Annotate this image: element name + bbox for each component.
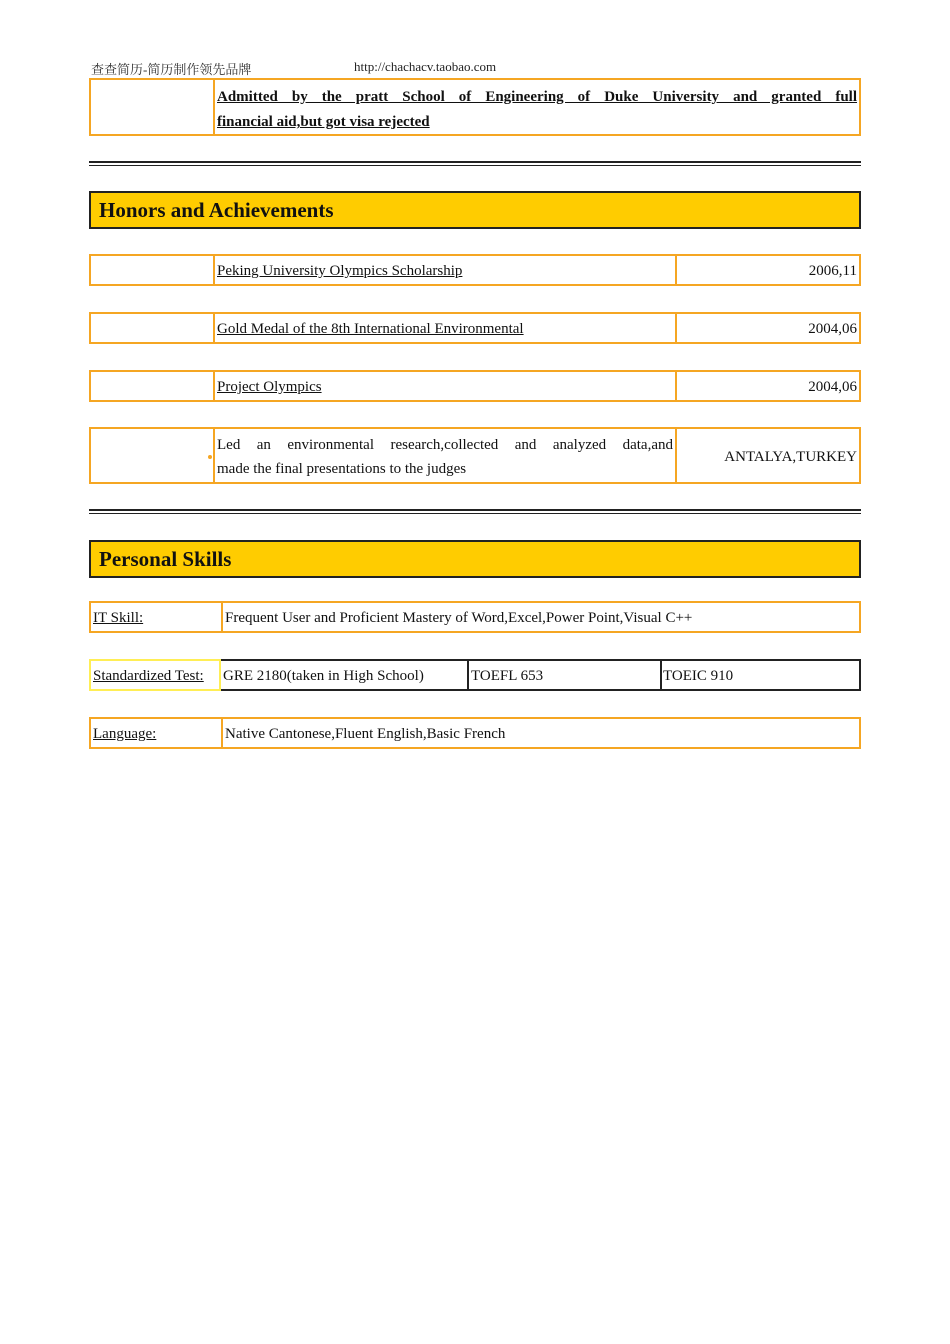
- honor-date-3: 2004,06: [808, 379, 857, 395]
- admission-line-2: financial aid,but got visa rejected: [217, 114, 430, 130]
- language-label: Language:: [93, 726, 157, 742]
- test-label: Standardized Test:: [93, 668, 204, 684]
- test-gre: GRE 2180(taken in High School): [223, 668, 424, 684]
- skill-row-language: [89, 717, 861, 749]
- honor-row-3: [89, 370, 861, 402]
- bullet-icon: [208, 455, 212, 459]
- it-skill-value: Frequent User and Proficient Mastery of Word,Excel,Power Point,Visual C++: [225, 610, 693, 626]
- section-title-skills: Personal Skills: [89, 540, 861, 578]
- honor-title-1: Peking University Olympics Scholarship: [217, 263, 463, 279]
- honor-title-3: Project Olympics: [217, 379, 322, 395]
- language-value: Native Cantonese,Fluent English,Basic French: [225, 726, 506, 742]
- divider-2: [89, 509, 861, 514]
- honor-detail-line-1: Led an environmental research,collected and analyzed data,and: [217, 437, 673, 453]
- honor-title-2: Gold Medal of the 8th International Environmental: [217, 321, 524, 337]
- it-skill-label: IT Skill:: [93, 610, 144, 626]
- honor-detail-line-2: made the final presentations to the judges: [217, 461, 467, 477]
- honor-detail-row: [89, 427, 861, 484]
- test-toeic: TOEIC 910: [663, 668, 734, 684]
- honor-date-2: 2004,06: [808, 321, 857, 337]
- education-admission-row: [89, 78, 861, 136]
- skill-row-it: [89, 601, 861, 633]
- honor-detail-location: ANTALYA,TURKEY: [724, 449, 857, 465]
- divider-1: [89, 161, 861, 166]
- honor-row-2: [89, 312, 861, 344]
- honor-date-1: 2006,11: [808, 263, 857, 279]
- test-toefl: TOEFL 653: [471, 668, 544, 684]
- section-title-honors: Honors and Achievements: [89, 191, 861, 229]
- admission-line-1: Admitted by the pratt School of Engineering of Duke University and granted full: [217, 89, 857, 105]
- honor-row-1: [89, 254, 861, 286]
- skill-row-test: [89, 659, 861, 691]
- header-brand: 查查简历-简历制作领先品牌: [91, 62, 252, 77]
- header-url[interactable]: http://chachacv.taobao.com: [354, 59, 497, 74]
